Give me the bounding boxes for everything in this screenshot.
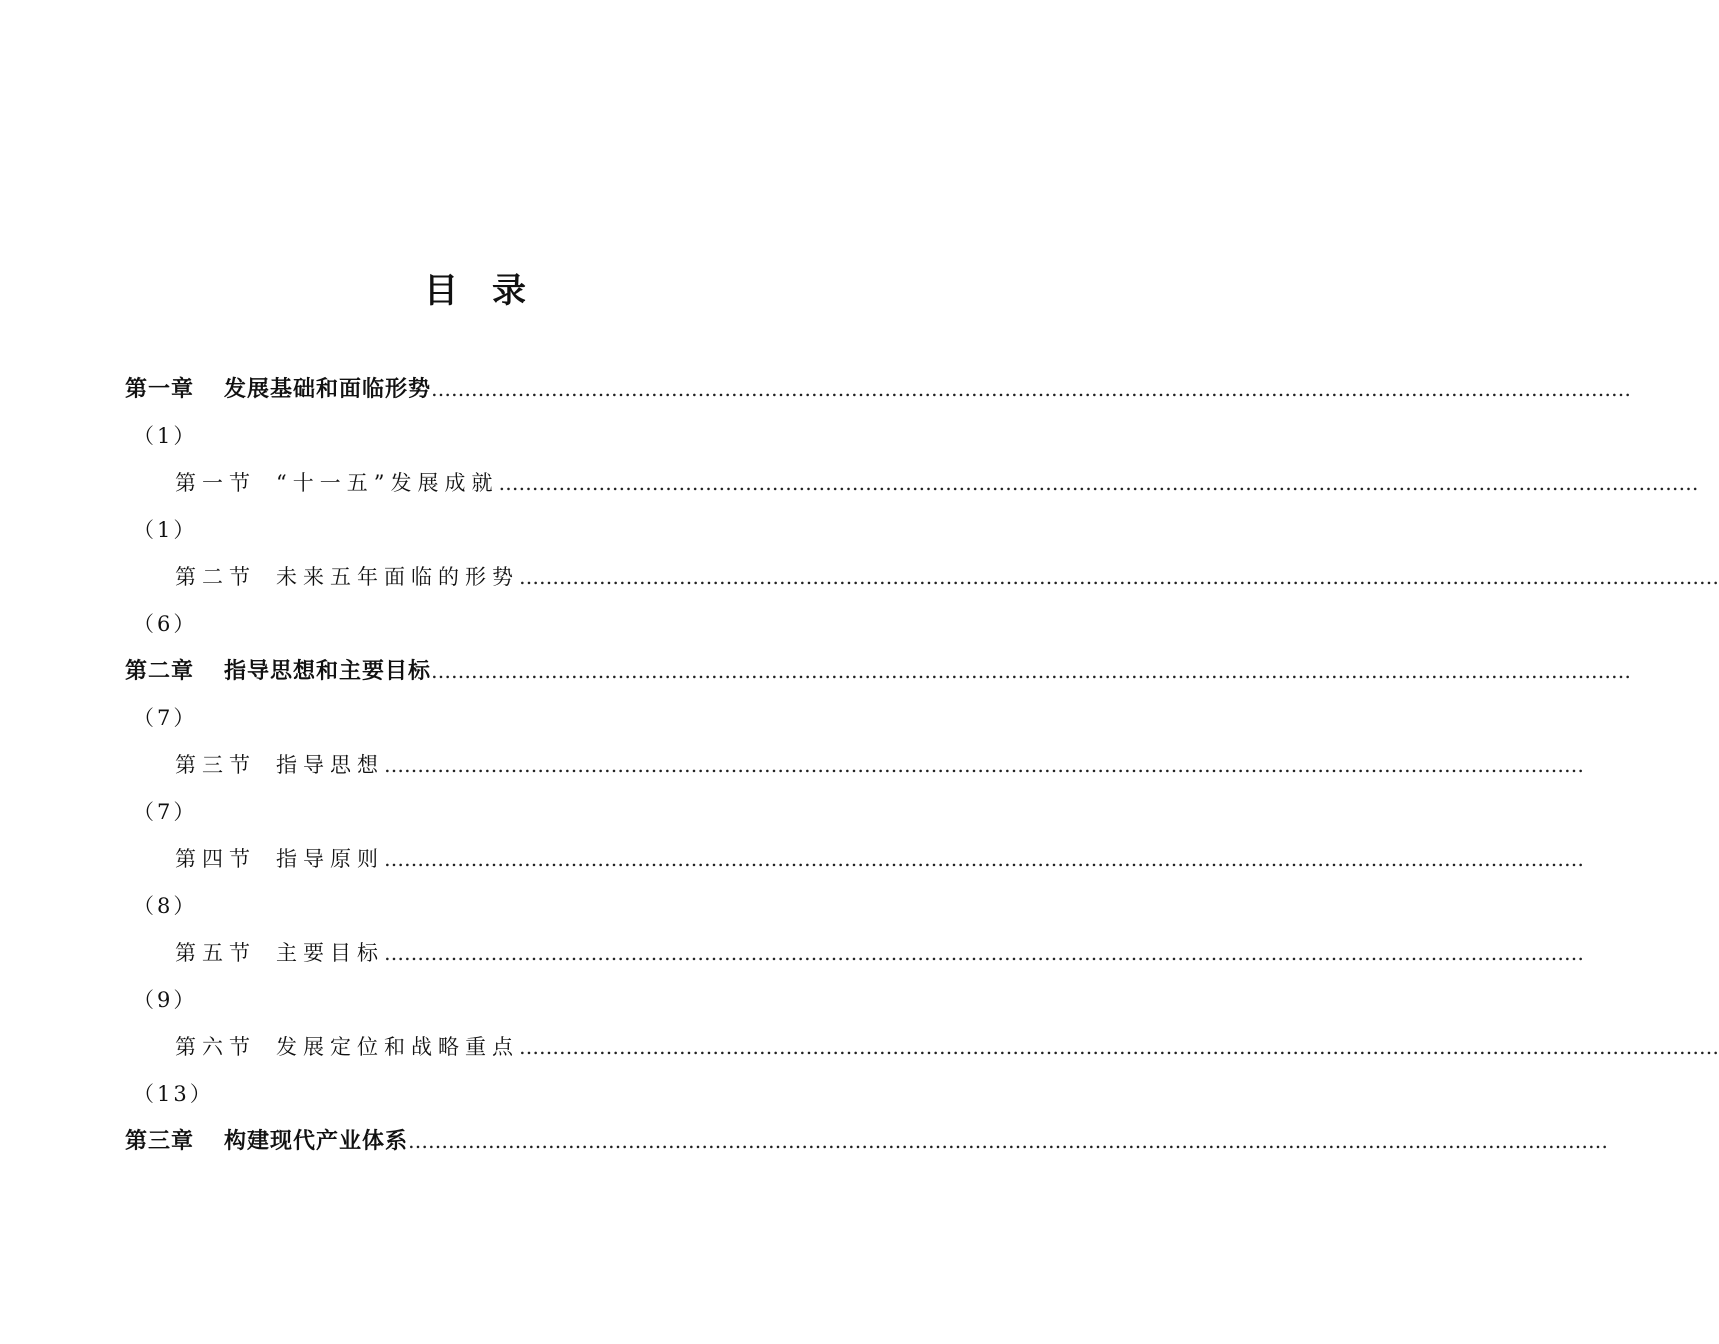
toc-page-number: （8） — [133, 894, 198, 918]
toc-page-number: （13） — [133, 1082, 214, 1106]
toc-page-number: （9） — [133, 988, 198, 1012]
toc-leader-dots: ……………………………………………………………………………………………………………………………………………………………… — [519, 1035, 1719, 1059]
toc-entry-title: 发展定位和战略重点 — [276, 1035, 519, 1059]
toc-leader-dots: ……………………………………………………………………………………………………………………………………………………………… — [431, 377, 1632, 401]
toc-entry-title: 指导思想和主要目标 — [224, 659, 432, 684]
toc-entry-title: 指导原则 — [276, 847, 384, 871]
toc-leader-dots: ……………………………………………………………………………………………………………………………………………………………… — [384, 847, 1584, 871]
toc-entry-label: 第三章 — [125, 1129, 195, 1154]
toc-section-line[interactable] — [125, 930, 1584, 977]
toc-section-line[interactable] — [125, 836, 1584, 883]
toc-leader-dots: ……………………………………………………………………………………………………………………………………………………………… — [431, 659, 1632, 683]
toc-section-line[interactable] — [125, 1024, 1719, 1071]
toc-entry-title: 指导思想 — [276, 753, 384, 777]
page-title: 目录 — [424, 271, 560, 311]
toc-entry-title: 主要目标 — [276, 941, 384, 965]
toc-page-number: （7） — [133, 706, 198, 730]
toc-leader-dots: ……………………………………………………………………………………………………………………………………………………………… — [384, 941, 1584, 965]
toc-leader-dots: ……………………………………………………………………………………………………………………………………………………………… — [408, 1129, 1609, 1153]
toc-page-number: （7） — [133, 800, 198, 824]
toc-entry-label: 第三节 — [175, 753, 256, 777]
toc-entry-label: 第四节 — [175, 847, 256, 871]
toc-entry-title: “十一五”发展成就 — [276, 471, 499, 495]
toc-leader-dots: ……………………………………………………………………………………………………………………………………………………………… — [498, 471, 1699, 495]
toc-entry-title: 未来五年面临的形势 — [276, 565, 519, 589]
toc-entry-label: 第六节 — [175, 1035, 256, 1059]
toc-entry-label: 第一章 — [125, 377, 195, 402]
toc-page-number: （1） — [133, 518, 198, 542]
toc-page-number: （6） — [133, 612, 198, 636]
toc-entry-title: 构建现代产业体系 — [224, 1129, 409, 1154]
toc-entry-label: 第二节 — [175, 565, 256, 589]
toc-leader-dots: ……………………………………………………………………………………………………………………………………………………………… — [384, 753, 1584, 777]
toc-section-line[interactable] — [125, 554, 1719, 601]
toc-entry-label: 第二章 — [125, 659, 195, 684]
toc-section-line[interactable] — [125, 742, 1584, 789]
toc-entry-title: 发展基础和面临形势 — [224, 377, 432, 402]
toc-entry-label: 第一节 — [175, 471, 256, 495]
toc-leader-dots: ……………………………………………………………………………………………………………………………………………………………… — [519, 565, 1719, 589]
toc-chapter-line[interactable] — [125, 1118, 1609, 1165]
toc-section-line[interactable] — [125, 460, 1699, 507]
toc-page-number: （1） — [133, 424, 198, 448]
toc-entry-label: 第五节 — [175, 941, 256, 965]
toc-chapter-line[interactable] — [125, 366, 1632, 413]
toc-chapter-line[interactable] — [125, 648, 1632, 695]
table-of-contents — [125, 366, 1719, 1165]
